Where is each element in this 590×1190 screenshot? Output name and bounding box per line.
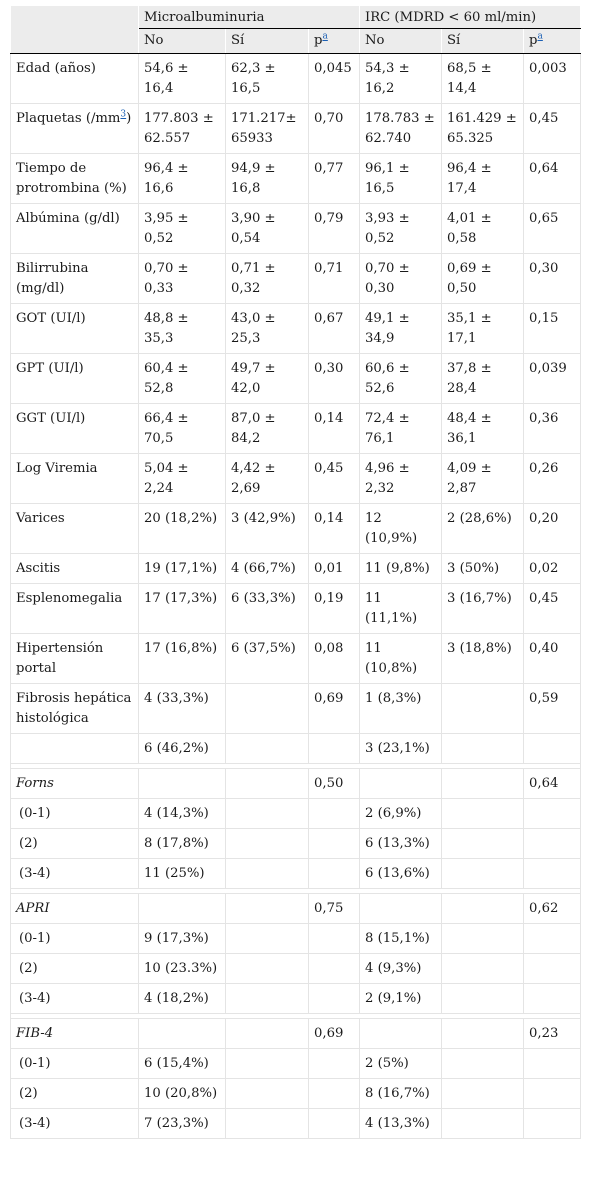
cell: 2 (9,1%) [360,984,442,1014]
cell: 178.783 ± 62.740 [360,104,442,154]
cell-p [309,984,360,1014]
table-row [11,859,581,889]
cell-p: 0,45 [524,584,581,634]
cell: 2 (5%) [360,1049,442,1079]
row-label: Fibrosis hepática histológica [11,684,139,734]
cell: 6 (13,3%) [360,829,442,859]
cell: 10 (23.3%) [139,954,226,984]
cell-p: 0,64 [524,769,581,799]
table-row [11,954,581,984]
cell [442,1019,524,1049]
row-label [11,734,139,764]
cell: 4,09 ± 2,87 [442,454,524,504]
cell [226,1019,309,1049]
header-p-2: $p^a$ [524,29,581,54]
row-label: (0-1) [11,924,139,954]
cell: 87,0 ± 84,2 [226,404,309,454]
cell: 43,0 ± 25,3 [226,304,309,354]
cell: 72,4 ± 76,1 [360,404,442,454]
table-row [11,829,581,859]
cell [360,769,442,799]
cell-p: 0,62 [524,894,581,924]
row-label: (2) [11,1079,139,1109]
cell: 54,6 ± 16,4 [139,54,226,104]
cell [226,894,309,924]
table-row [11,684,581,734]
cell: 35,1 ± 17,1 [442,304,524,354]
cell: 6 (33,3%) [226,584,309,634]
score-title-apri: APRI [11,894,139,924]
cell: 48,4 ± 36,1 [442,404,524,454]
cell-p: 0,003 [524,54,581,104]
cell [226,859,309,889]
cell-p: 0,64 [524,154,581,204]
cell: 6 (46,2%) [139,734,226,764]
cell-p: 0,40 [524,634,581,684]
cell-p: 0,01 [309,554,360,584]
header-si-1: Sí [226,29,309,54]
table-row [11,404,581,454]
footnote-link-a[interactable]: a [322,31,328,42]
table-row [11,54,581,104]
cell: 3 (16,7%) [442,584,524,634]
cell: 6 (37,5%) [226,634,309,684]
header-no-2: No [360,29,442,54]
cell: 10 (20,8%) [139,1079,226,1109]
table-row [11,924,581,954]
cell [442,924,524,954]
cell-p [309,924,360,954]
results-table [10,6,581,1139]
cell-p [524,1079,581,1109]
cell-p [309,829,360,859]
cell-p: 0,77 [309,154,360,204]
cell-p: 0,15 [524,304,581,354]
cell [226,799,309,829]
cell-p: 0,039 [524,354,581,404]
cell [226,734,309,764]
cell: 68,5 ± 14,4 [442,54,524,104]
row-label: Bilirrubina (mg/dl) [11,254,139,304]
cell: 2 (6,9%) [360,799,442,829]
cell: 4,42 ± 2,69 [226,454,309,504]
table-row [11,1049,581,1079]
cell: 3 (23,1%) [360,734,442,764]
cell: 11 (9,8%) [360,554,442,584]
cell-p: 0,45 [309,454,360,504]
row-label: GOT (UI/l) [11,304,139,354]
cell [139,894,226,924]
cell: 4 (13,3%) [360,1109,442,1139]
row-label: Ascitis [11,554,139,584]
cell: 0,71 ± 0,32 [226,254,309,304]
cell: 4,01 ± 0,58 [442,204,524,254]
cell [226,769,309,799]
row-label: Edad (años) [11,54,139,104]
header-corner [11,6,139,29]
cell: 171.217± 65933 [226,104,309,154]
cell-p: 0,20 [524,504,581,554]
cell: 177.803 ± 62.557 [139,104,226,154]
cell: 4 (18,2%) [139,984,226,1014]
cell: 5,04 ± 2,24 [139,454,226,504]
cell: 96,1 ± 16,5 [360,154,442,204]
cell-p: 0,14 [309,504,360,554]
score-title-forns: Forns [11,769,139,799]
cell-p [309,734,360,764]
cell-p: 0,59 [524,684,581,734]
cell-p: 0,69 [309,684,360,734]
cell: 0,70 ± 0,30 [360,254,442,304]
cell: 3,95 ± 0,52 [139,204,226,254]
table-row [11,504,581,554]
table-row [11,104,581,154]
cell: 96,4 ± 16,6 [139,154,226,204]
cell: 66,4 ± 70,5 [139,404,226,454]
cell [360,1019,442,1049]
row-label: Varices [11,504,139,554]
cell: 3 (18,8%) [442,634,524,684]
cell-p: 0,26 [524,454,581,504]
row-label: (0-1) [11,1049,139,1079]
header-microalbuminuria: Microalbuminuria [139,6,360,29]
cell: 20 (18,2%) [139,504,226,554]
cell: 9 (17,3%) [139,924,226,954]
cell-p: 0,30 [524,254,581,304]
cell: 19 (17,1%) [139,554,226,584]
cell-p: 0,67 [309,304,360,354]
cell [442,684,524,734]
cell: 0,69 ± 0,50 [442,254,524,304]
cell [442,1109,524,1139]
table-row [11,734,581,764]
header-si-2: Sí [442,29,524,54]
cell-p [524,859,581,889]
table-row [11,454,581,504]
cell [226,924,309,954]
cell-p [309,954,360,984]
cell: 49,1 ± 34,9 [360,304,442,354]
table-row [11,1109,581,1139]
cell-p: 0,71 [309,254,360,304]
row-label: Esplenomegalia [11,584,139,634]
cell: 3 (50%) [442,554,524,584]
cell [226,684,309,734]
footnote-link-a[interactable]: a [537,31,543,42]
table-row [11,304,581,354]
cell: 4 (9,3%) [360,954,442,984]
cell: 62,3 ± 16,5 [226,54,309,104]
row-label: Log Viremia [11,454,139,504]
row-label: Hipertensión portal [11,634,139,684]
cell: 11 (10,8%) [360,634,442,684]
cell: 11 (11,1%) [360,584,442,634]
cell-p: 0,045 [309,54,360,104]
table-row [11,634,581,684]
cell-p [309,799,360,829]
cell [442,829,524,859]
cell-p: 0,02 [524,554,581,584]
row-label: Tiempo de protrombina (%) [11,154,139,204]
header-corner-sub [11,29,139,54]
cell: 6 (13,6%) [360,859,442,889]
cell: 4 (14,3%) [139,799,226,829]
cell: 96,4 ± 17,4 [442,154,524,204]
cell: 7 (23,3%) [139,1109,226,1139]
table-row [11,1079,581,1109]
cell-p: 0,14 [309,404,360,454]
cell [442,859,524,889]
cell-p [524,799,581,829]
score-title-row [11,769,581,799]
table-row [11,154,581,204]
cell: 8 (15,1%) [360,924,442,954]
cell-p: 0,79 [309,204,360,254]
cell: 48,8 ± 35,3 [139,304,226,354]
cell: 4 (33,3%) [139,684,226,734]
cell [226,1109,309,1139]
cell-p [309,1049,360,1079]
row-label: (0-1) [11,799,139,829]
header-p-1: $p^a$ [309,29,360,54]
cell-p [309,1109,360,1139]
cell [226,1049,309,1079]
table-row [11,799,581,829]
row-label: (3-4) [11,1109,139,1139]
cell: 49,7 ± 42,0 [226,354,309,404]
cell-p [524,829,581,859]
cell-p: 0,75 [309,894,360,924]
row-label: (3-4) [11,859,139,889]
row-label: (2) [11,954,139,984]
score-title-row [11,1019,581,1049]
row-label: Albúmina (g/dl) [11,204,139,254]
cell [442,984,524,1014]
header-sub-row [11,29,581,54]
cell-p: 0,70 [309,104,360,154]
cell-p: 0,45 [524,104,581,154]
cell-p: 0,30 [309,354,360,404]
cell: 161.429 ± 65.325 [442,104,524,154]
cell [442,954,524,984]
cell-p: 0,19 [309,584,360,634]
cell: 17 (16,8%) [139,634,226,684]
score-title-fib4: FIB-4 [11,1019,139,1049]
table-row [11,204,581,254]
cell: 12 (10,9%) [360,504,442,554]
cell: 37,8 ± 28,4 [442,354,524,404]
row-label: (2) [11,829,139,859]
cell: 8 (16,7%) [360,1079,442,1109]
cell-p [309,859,360,889]
cell: 54,3 ± 16,2 [360,54,442,104]
cell-p: 0,65 [524,204,581,254]
cell: 60,4 ± 52,8 [139,354,226,404]
table-row [11,984,581,1014]
cell-p: 0,23 [524,1019,581,1049]
cell [226,829,309,859]
table-row [11,584,581,634]
cell: 94,9 ± 16,8 [226,154,309,204]
cell: 3 (42,9%) [226,504,309,554]
results-table-container [10,6,580,1139]
header-irc: IRC (MDRD < 60 ml/min) [360,6,581,29]
score-title-row [11,894,581,924]
cell: 8 (17,8%) [139,829,226,859]
cell-p [524,1109,581,1139]
cell: 3,93 ± 0,52 [360,204,442,254]
table-row [11,254,581,304]
cell [226,984,309,1014]
cell-p: 0,08 [309,634,360,684]
table-row [11,354,581,404]
cell: 4 (66,7%) [226,554,309,584]
header-group-row [11,6,581,29]
cell-p [309,1079,360,1109]
cell [139,1019,226,1049]
cell: 2 (28,6%) [442,504,524,554]
table-row [11,554,581,584]
cell [442,799,524,829]
cell-p: 0,69 [309,1019,360,1049]
cell [226,1079,309,1109]
cell [360,894,442,924]
header-no-1: No [139,29,226,54]
row-label: GPT (UI/l) [11,354,139,404]
cell [442,1079,524,1109]
cell [442,734,524,764]
cell-p [524,924,581,954]
cell: 0,70 ± 0,33 [139,254,226,304]
row-label: Plaquetas $(/mm^3)$ [11,104,139,154]
cell [226,954,309,984]
cell-p: 0,50 [309,769,360,799]
cell [442,769,524,799]
cell: 3,90 ± 0,54 [226,204,309,254]
cell: 1 (8,3%) [360,684,442,734]
cell: 11 (25%) [139,859,226,889]
cell-p [524,954,581,984]
cell [139,769,226,799]
cell-p [524,734,581,764]
cell: 17 (17,3%) [139,584,226,634]
row-label: (3-4) [11,984,139,1014]
superscript-link[interactable]: 3 [120,109,127,120]
cell [442,894,524,924]
row-label: GGT (UI/l) [11,404,139,454]
cell: 4,96 ± 2,32 [360,454,442,504]
cell-p: 0,36 [524,404,581,454]
cell: 60,6 ± 52,6 [360,354,442,404]
cell [442,1049,524,1079]
cell: 6 (15,4%) [139,1049,226,1079]
cell-p [524,1049,581,1079]
cell-p [524,984,581,1014]
